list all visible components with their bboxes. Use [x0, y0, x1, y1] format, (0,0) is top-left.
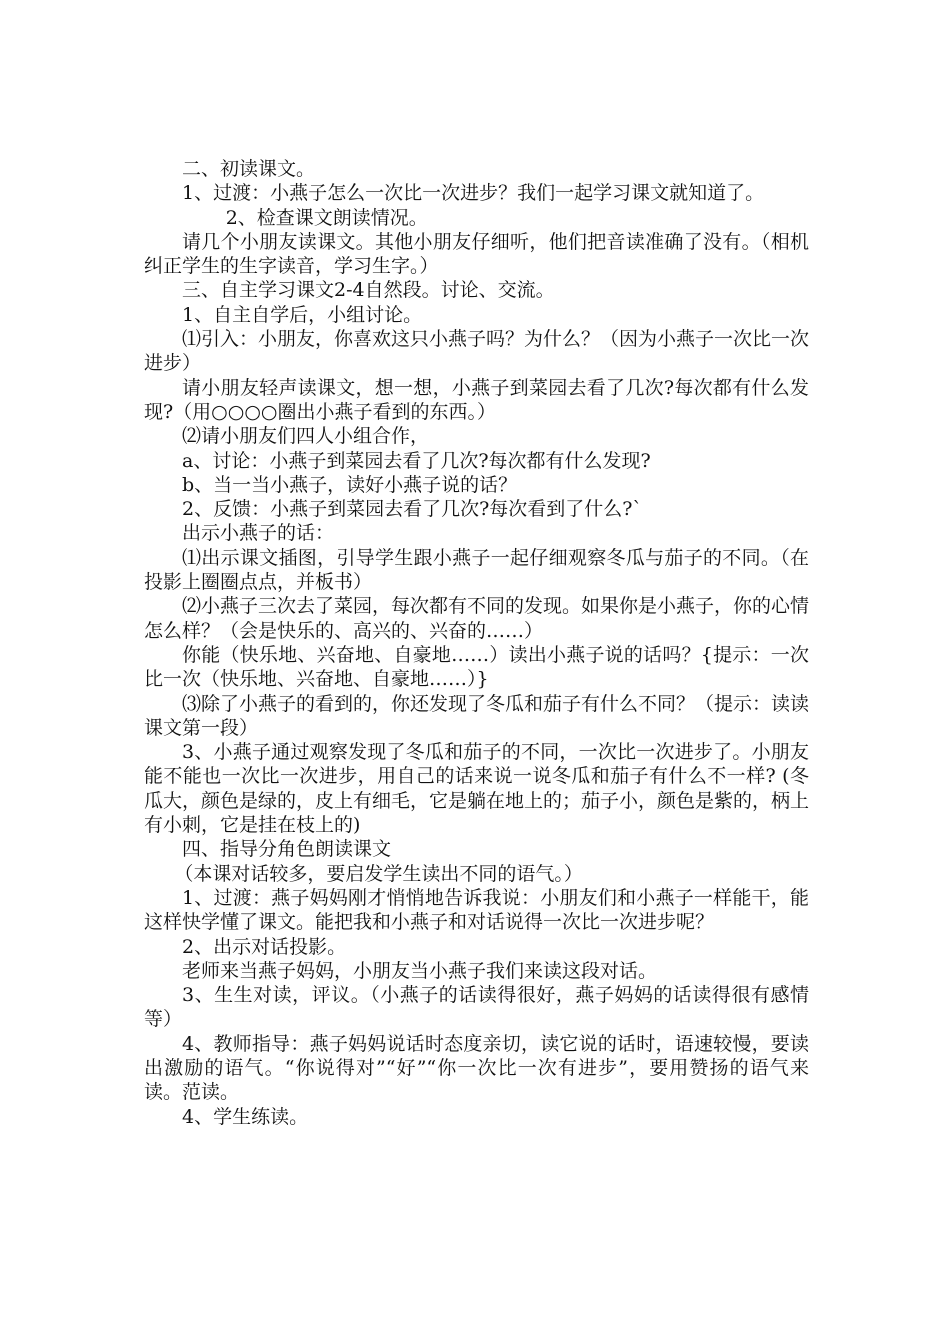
paragraph: ⑵请小朋友们四人小组合作， — [182, 425, 430, 448]
document-body — [144, 157, 809, 1129]
paragraph: 4、教师指导：燕子妈妈说话时态度亲切，读它说的话时，语速较慢，要读出激励的语气。“你说得对”“好”“你一次比一次有进步”，要用赞扬的语气来读。范读。 — [144, 1032, 809, 1104]
section-heading: 四、指导分角色朗读课文 — [182, 838, 392, 861]
paragraph: 4、学生练读。 — [182, 1105, 309, 1128]
paragraph: 请几个小朋友读课文。其他小朋友仔细听，他们把音读准确了没有。（相机纠正学生的生字读音，学习生字。） — [144, 230, 809, 278]
section-heading: 三、自主学习课文2-4自然段。讨论、交流。 — [182, 279, 555, 302]
paragraph: ⑶除了小燕子的看到的，你还发现了冬瓜和茄子有什么不同？（提示：读读课文第一段） — [144, 692, 810, 739]
paragraph: ⑴引入：小朋友，你喜欢这只小燕子吗？为什么？（因为小燕子一次比一次进步） — [144, 328, 810, 375]
paragraph: 2、出示对话投影。 — [182, 935, 347, 958]
paragraph: 1、过渡：燕子妈妈刚才悄悄地告诉我说：小朋友们和小燕子一样能干，能这样快学懂了课文。能把我和小燕子和对话说得一次比一次进步呢？ — [144, 886, 809, 934]
paragraph: 2、反馈：小燕子到菜园去看了几次?每次看到了什么?` — [182, 498, 642, 521]
paragraph: 老师来当燕子妈妈，小朋友当小燕子我们来读这段对话。 — [182, 959, 658, 982]
paragraph: 1、自主自学后，小组讨论。 — [182, 303, 423, 326]
paragraph: 3、生生对读，评议。（小燕子的话读得很好，燕子妈妈的话读得很有感情等） — [144, 984, 809, 1031]
paragraph: 出示小燕子的话： — [182, 522, 335, 545]
paragraph: ⑴出示课文插图，引导学生跟小燕子一起仔细观察冬瓜与茄子的不同。（在投影上圈圈点点，并板书） — [144, 546, 809, 594]
paragraph: 2、检查课文朗读情况。 — [225, 206, 428, 229]
paragraph: 3、小燕子通过观察发现了冬瓜和茄子的不同，一次比一次进步了。小朋友能不能也一次比一次进步，用自己的话来说一说冬瓜和茄子有什么不一样? (冬瓜大，颜色是绿的，皮上有细毛，它是躺在地上的；茄子小，颜色是紫的，柄上有小刺，它是挂在枝上的) — [144, 741, 810, 837]
paragraph: a、讨论：小燕子到菜园去看了几次?每次都有什么发现? — [182, 449, 651, 472]
paragraph: b、当一当小燕子，读好小燕子说的话？ — [182, 473, 518, 496]
paragraph: 你能（快乐地、兴奋地、自豪地……）读出小燕子说的话吗？{提示：一次比一次（快乐地、兴奋地、自豪地……）} — [144, 643, 809, 691]
paragraph: （本课对话较多，要启发学生读出不同的语气。） — [174, 862, 583, 885]
paragraph: 请小朋友轻声读课文，想一想，小燕子到菜园去看了几次?每次都有什么发现?（用○○○○圈出小燕子看到的东西。） — [144, 376, 809, 423]
section-heading: 二、初读课文。 — [182, 158, 316, 180]
paragraph: ⑵小燕子三次去了菜园，每次都有不同的发现。如果你是小燕子，你的心情怎么样？（会是快乐的、高兴的、兴奋的……） — [144, 595, 810, 642]
paragraph: 1、过渡：小燕子怎么一次比一次进步？我们一起学习课文就知道了。 — [182, 182, 765, 205]
